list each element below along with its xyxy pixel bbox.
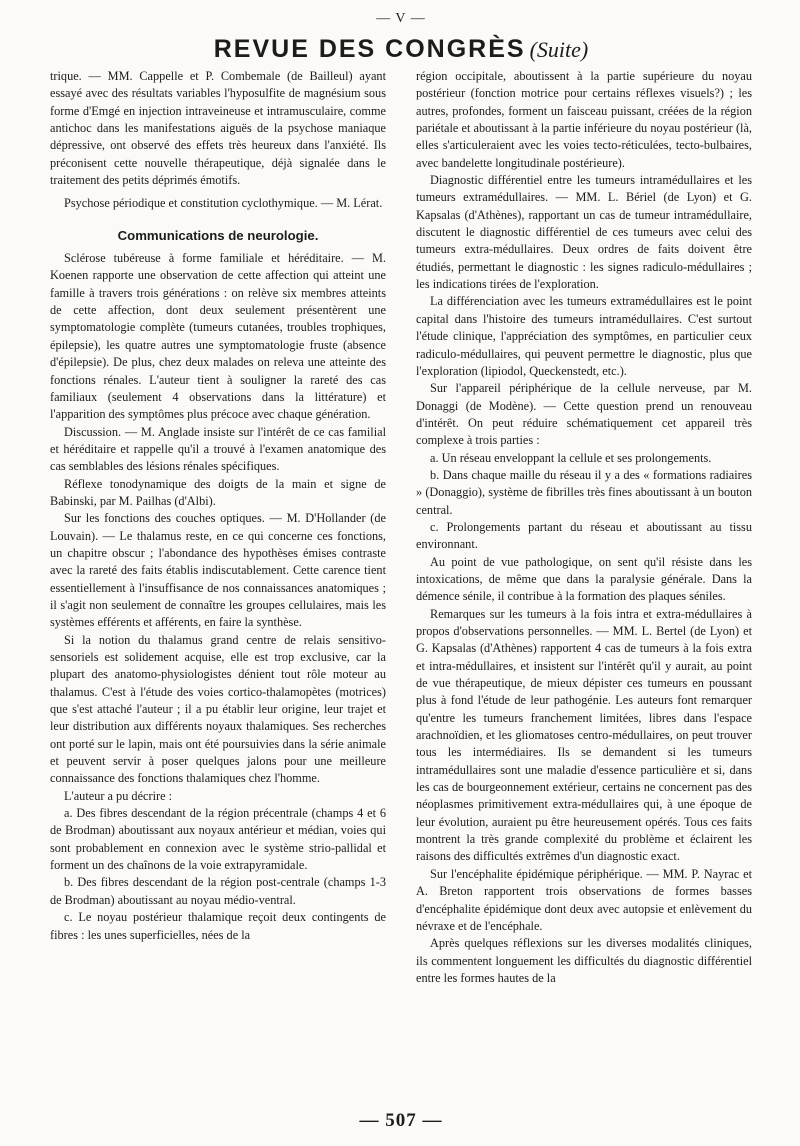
entry-heading: Réflexe tonodynamique des doigts de la main et signe de Babinski, par M. Pailhas (d'Albi). [50,476,386,508]
two-column-body [50,68,752,1088]
journal-section-title: REVUE DES CONGRÈS [213,35,526,63]
continued-label: (Suite) [529,37,589,62]
paragraph: région occipitale, aboutissent à la partie supérieure du noyau postérieur (fonction motrice pour certains réflexes visuels?) ; les autres, profondes, forment un faisceau puissant, créées de la région pariétale et aboutissant à la partie inférieure du noyau postérieur (là, elles s'articuleraient avec les voies tecto-réticulées, tecto-bulbaires, avec bandelette longitudinale postérieure). [416,69,752,170]
list-item: c. Prolongements partant du réseau et aboutissant au tissu environnant. [416,519,752,552]
paragraph: Au point de vue pathologique, on sent qu'il résiste dans les intoxications, de même que dans la paralysie générale. Dans la démence sénile, il contribue à la formation des plaques séniles. [416,554,752,604]
paragraph: Discussion. — M. Anglade insiste sur l'intérêt de ce cas familial et héréditaire et rappelle qu'il a trouvé à l'examen anatomique des cas semblables des lésions rénales spécifiques. [50,424,386,474]
section-heading: Communications de neurologie. [117,227,319,243]
journal-page [50,10,752,1136]
paragraph: Diagnostic différentiel entre les tumeurs intramédullaires et les tumeurs extramédullaires. — MM. L. Bériel (de Lyon) et G. Kapsalas (d'Athènes), rapportant un cas de tumeur intramédullaire, discutent le diagnostic différentiel de ces tumeurs avec celui des tumeurs extra-médullaires. Deux ordres de faits doivent être étudiés, permettant le diagnostic : les signes radiculo-médullaires ; les indications tirées de l'exploration. [416,173,752,292]
paragraph: trique. — MM. Cappelle et P. Combemale (de Bailleul) ayant essayé avec des résultats variables l'hyposulfite de magnésium sous forme d'Emgé en injection intraveineuse et intramusculaire, comme antichoc dans les manifestations aiguës de la psychose maniaque dépressive, ont observé des effets très heureux dans l'anxiété. Ils préconisent cette nouvelle thérapeutique, déjà signalée dans le traitement des petits déprimés émotifs. [50,69,386,188]
paragraph: Sur l'encéphalite épidémique périphérique. — MM. P. Nayrac et A. Breton rapportent trois observations de formes basses d'encéphalite épidémique dont deux avec autopsie et enlèvement du névraxe et de l'encéphale. [416,866,752,933]
list-item: b. Des fibres descendant de la région post-centrale (champs 1-3 de Brodman) aboutissant au noyau médio-ventral. [50,875,386,907]
paragraph: Sclérose tubéreuse à forme familiale et héréditaire. — M. Koenen rapporte une observation de cette affection qui atteint une famille à travers trois générations : on relève six membres atteints de cette affection, dont deux seulement présentèrent une symptomatologie complète (tumeurs cutanées, troubles trophiques, épilepsie), les quatre autres une symptomatologie fruste (absence d'épilepsie). De plus, chez deux malades on releva une atteinte des fonctions rénales. L'auteur tient à souligner la rareté des cas familiaux (seulement 4 observations dans la littérature) et l'apparition des symptômes plus précoce avec chaque génération. [50,251,386,422]
paragraph: La différenciation avec les tumeurs extramédullaires est le point capital dans l'histoire des tumeurs intramédullaires. C'est surtout l'étude clinique, l'appréciation des symptômes, en particulier ceux radiculo-médullaires, qui peuvent permettre le diagnostic, plus que l'exploration (lipiodol, Queckenstedt, etc.). [416,294,752,378]
roman-folio: — V — [376,11,426,26]
list-item: a. Des fibres descendant de la région précentrale (champs 4 et 6 de Brodman) aboutissant aux noyaux antérieur et médian, voies qui sont probablement en connexion avec le système strio-pallidal et forment un des chaînons de la voie extrapyramidale. [50,806,386,873]
list-item: b. Dans chaque maille du réseau il y a des « formations radiaires » (Donaggio), système de fibrilles très fines aboutissant à un bouton central. [416,467,752,517]
paragraph: Après quelques réflexions sur les diverses modalités cliniques, ils commentent longuement les difficultés du diagnostic différentiel entre les formes hautes de la [416,936,752,985]
paragraph: Remarques sur les tumeurs à la fois intra et extra-médullaires à propos d'observations personnelles. — MM. L. Bertel (de Lyon) et G. Kapsalas (d'Athènes) rapportent 4 cas de tumeurs à la fois extra et intra-médullaires, et insistent sur l'intérêt qu'il y aurait, au point de vue thérapeutique, de mieux dépister ces tumeurs en poussant plus à fond l'étude de leur pathogénie. Les auteurs font remarquer qu'entre les tumeurs franchement limitées, libres dans l'espace arachnoïdien, et les gliomatoses centro-médullaires, on peut trouver tous les intermédiaires. Ils se demandent si les tumeurs intramédullaires sont une maladie d'essence particulière et si, dans les cas de bourgeonnement extérieur, certains ne concernent pas des néoplasmes primitivement extra-médullaires qui, à une époque de leur évolution, auraient pu être heureusement opérés. Tous ces faits montrent la très grande complexité du problème et éclairent les raisons des difficultés extrêmes d'un diagnostic exact. [416,606,752,864]
paragraph: L'auteur a pu décrire : [64,788,173,803]
paragraph: Si la notion du thalamus grand centre de relais sensitivo-sensoriels est solidement acquise, elle est trop exclusive, car la plupart des anatomo-physiologistes dénient tout rôle moteur au thalamus. C'est à l'étude des voies cortico-thalamopètes (motrices) que s'est attaché l'auteur ; il a pu établir leur origine, leur trajet et leur distribution aux différents noyaux thalamiques. Ses recherches ont porté sur le lapin, mais ont été poursuivies dans la série animale et peuvent servir à poser quelques jalons pour une meilleure connaissance des fonctions thalamiques chez l'homme. [50,632,386,786]
paragraph: Sur les fonctions des couches optiques. — M. D'Hollander (de Louvain). — Le thalamus reste, en ce qui concerne ces fonctions, un chapitre obscur ; l'abondance des hypothèses émises contraste avec la rareté des faits établis indiscutablement. Cette carence tient essentiellement à l'insuffisance de nos connaissances anatomiques ; il s'agit non seulement de connaître les groupes cellulaires, mais les systèmes efférents et afférents, en faire la synthèse. [50,511,386,630]
running-header [50,32,752,66]
list-item: a. Un réseau enveloppant la cellule et ses prolongements. [430,450,712,465]
entry-heading: Psychose périodique et constitution cyclothymique. — M. Lérat. [64,196,383,211]
right-column [416,68,752,987]
left-column [50,68,386,944]
page-number: — 507 — [359,1110,443,1131]
paragraph: Sur l'appareil périphérique de la cellule nerveuse, par M. Donaggi (de Modène). — Cette question prend un renouveau d'intérêt. On peut réduire schématiquement cet appareil très complexe à trois parties : [416,381,752,448]
list-item: c. Le noyau postérieur thalamique reçoit deux contingents de fibres : les unes superficielles, nées de la [50,910,386,942]
